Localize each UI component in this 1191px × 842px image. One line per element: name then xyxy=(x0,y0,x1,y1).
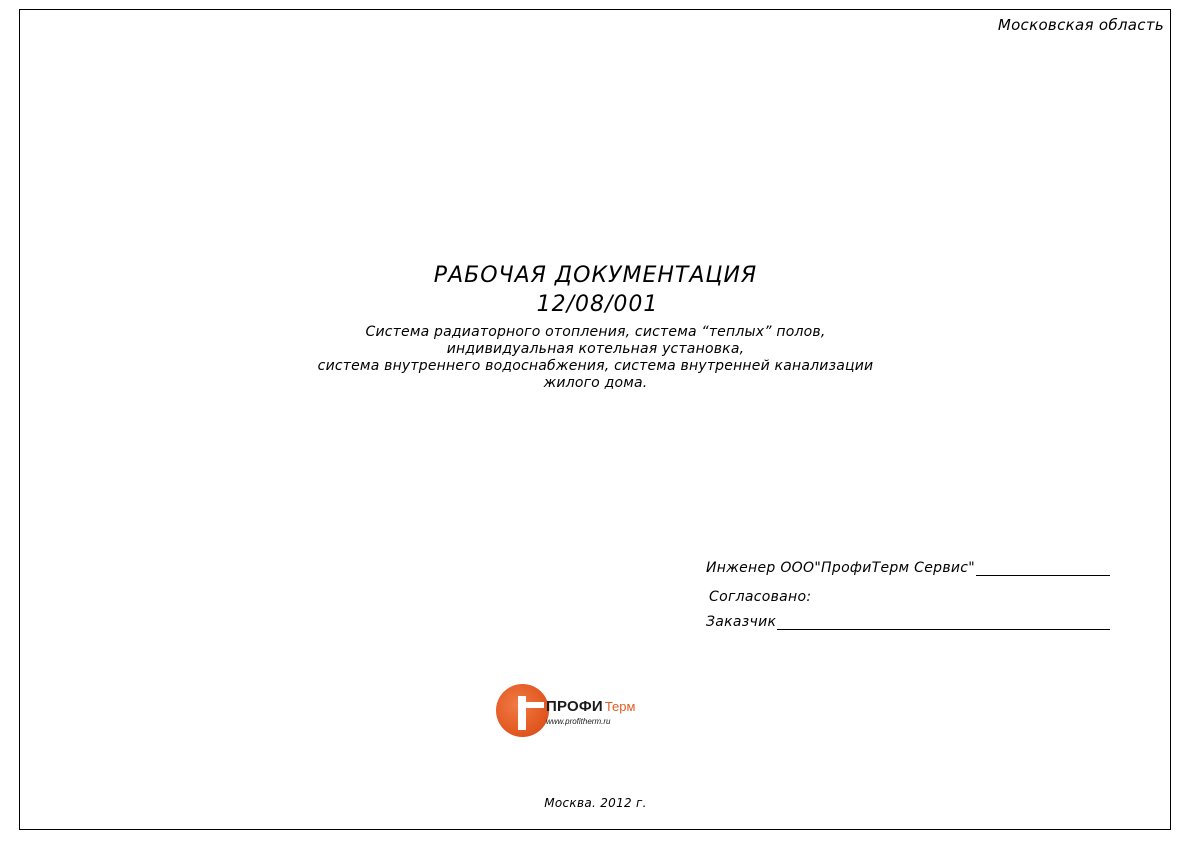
document-code: 12/08/001 xyxy=(536,292,659,317)
logo-t-bar-icon xyxy=(526,702,544,708)
subtitle-line: индивидуальная котельная установка, xyxy=(446,341,745,357)
customer-signature-line xyxy=(777,616,1110,630)
document-subtitle xyxy=(0,324,1191,392)
logo-brand-main: ПРОФИ xyxy=(546,698,603,715)
logo-brand-sub: Терм xyxy=(604,699,636,714)
logo-url: www.profitherm.ru xyxy=(546,717,611,726)
customer-label: Заказчик xyxy=(706,614,777,630)
company-logo xyxy=(496,684,666,738)
engineer-signature-line xyxy=(976,562,1110,576)
signature-block xyxy=(706,556,1110,630)
subtitle-line: система внутреннего водоснабжения, система внутренней канализации xyxy=(317,358,874,374)
agreed-row xyxy=(706,585,1110,605)
city-year: Москва. 2012 г. xyxy=(544,796,647,810)
subtitle-line: Система радиаторного отопления, система “теплых” полов, xyxy=(365,324,826,340)
customer-signature-row xyxy=(706,610,1110,630)
logo-t-icon xyxy=(518,696,526,730)
engineer-label: Инженер ООО"ПрофиТерм Сервис" xyxy=(706,560,976,576)
agreed-label: Согласовано: xyxy=(709,589,812,605)
engineer-signature-row xyxy=(706,556,1110,576)
subtitle-line: жилого дома. xyxy=(543,375,648,391)
document-title: РАБОЧАЯ ДОКУМЕНТАЦИЯ xyxy=(433,263,758,288)
title-block xyxy=(0,262,1191,392)
region-label: Московская область xyxy=(997,16,1164,34)
logo-brand xyxy=(546,698,635,716)
